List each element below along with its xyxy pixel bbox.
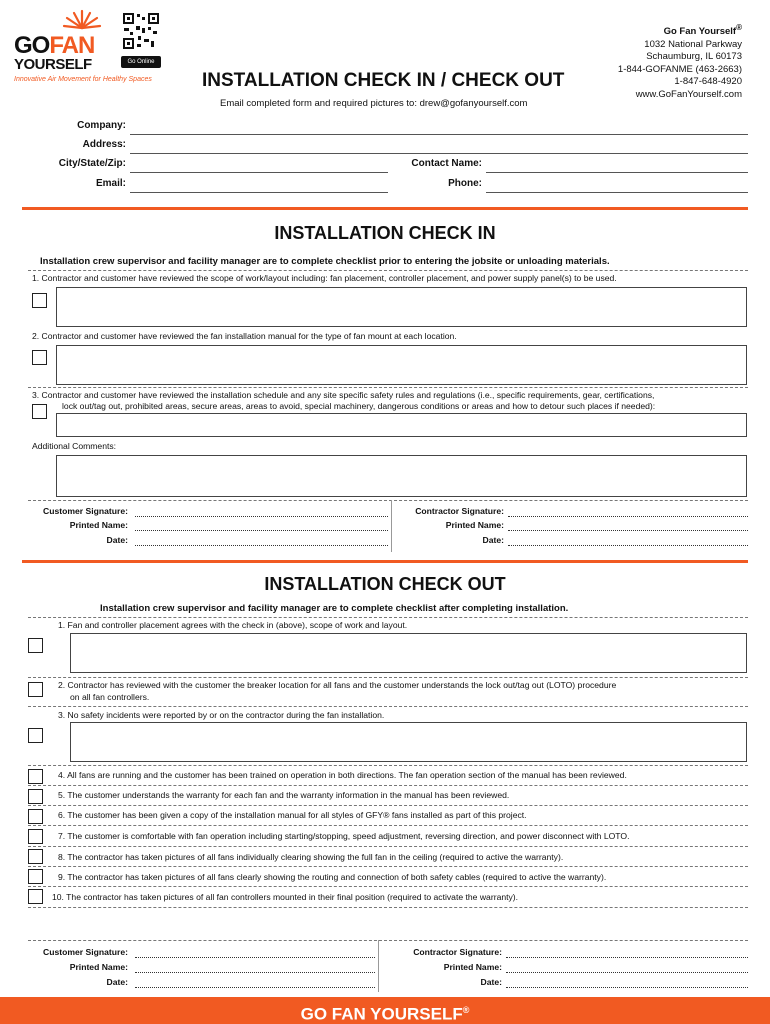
address-label: Address: [82,139,126,150]
check-out-title: INSTALLATION CHECK OUT [264,574,506,594]
divider [28,940,748,941]
check-in-customer-signature-input[interactable] [135,516,388,517]
check-in-item-1: 1. Contractor and customer have reviewed the scope of work/layout including: fan placement, controller placement, and power supply panel(s) to be used. [32,273,617,283]
footer-reg: ® [462,1005,470,1015]
check-out-item-2-checkbox[interactable] [28,682,43,697]
check-in-item-1-checkbox[interactable] [32,293,47,308]
check-out-item-7-checkbox[interactable] [28,829,43,844]
company-contact-block [618,22,742,101]
qr-code-icon [122,12,160,50]
check-in-item-1-response[interactable] [56,287,747,327]
qr-label: Go Online [121,56,161,68]
check-out-contractor-signature-input[interactable] [506,957,748,958]
check-in-item-2: 2. Contractor and customer have reviewed the fan installation manual for the type of fan mount at each location. [32,331,457,341]
check-out-customer-date-input[interactable] [135,987,375,988]
divider [28,500,748,501]
check-out-item-8-checkbox[interactable] [28,849,43,864]
check-in-customer-printed-name-input[interactable] [135,530,388,531]
check-in-item-3-response[interactable] [56,413,747,437]
check-out-item-4: 4. All fans are running and the customer has been trained on operation in both directions. The fan operation section of the manual has been reviewed. [58,770,627,780]
check-in-title: INSTALLATION CHECK IN [274,223,496,243]
signature-divider [391,500,392,552]
check-out-item-3-checkbox[interactable] [28,728,43,743]
check-out-contractor-printed-name-label: Printed Name: [443,962,502,972]
check-in-contractor-date-label: Date: [482,535,504,545]
logo-wordmark-line1: GOFAN [14,32,95,59]
check-out-item-1: 1. Fan and controller placement agrees with the check in (above), scope of work and layout. [58,620,408,630]
check-out-item-6-checkbox[interactable] [28,809,43,824]
company-label: Company: [77,120,126,131]
company-phone1: 1-844-GOFANME (463-2663) [617,63,742,75]
company-address-line1: 1032 National Parkway [644,38,742,50]
contact-name-label: Contact Name: [411,158,482,169]
check-out-customer-signature-input[interactable] [135,957,375,958]
additional-comments-input[interactable] [56,455,747,497]
logo-tagline: Innovative Air Movement for Healthy Spaces [14,76,152,83]
check-out-item-1-checkbox[interactable] [28,638,43,653]
check-in-customer-signature-label: Customer Signature: [43,506,128,516]
check-in-item-3-checkbox[interactable] [32,404,47,419]
check-in-contractor-date-input[interactable] [508,545,748,546]
check-out-item-10: 10. The contractor has taken pictures of all fan controllers mounted in their final position (required to activate the warranty). [52,892,519,902]
city-state-zip-label: City/State/Zip: [58,158,126,169]
company-phone2: 1-847-648-4920 [674,76,742,88]
logo-wordmark-line2: YOURSELF [14,56,92,73]
footer-banner [0,997,770,1024]
divider [28,907,748,908]
divider [28,765,748,766]
check-out-customer-printed-name-input[interactable] [135,972,375,973]
divider [28,677,748,678]
check-out-item-9-checkbox[interactable] [28,869,43,884]
divider [28,706,748,707]
company-website: www.GoFanYourself.com [635,88,742,100]
divider [28,825,748,826]
check-in-contractor-signature-label: Contractor Signature: [415,506,504,516]
check-out-item-9: 9. The contractor has taken pictures of all fans clearly showing the routing and connection of both safety cables (required to active the warranty). [58,872,607,882]
check-out-item-10-checkbox[interactable] [28,889,43,904]
city-state-zip-input[interactable] [130,172,388,173]
divider [28,785,748,786]
check-out-item-6: 6. The customer has been given a copy of the installation manual for all styles of GFY® fans installed as part of this project. [58,810,527,820]
divider [28,617,748,618]
footer-text: GO FAN YOURSELF [300,1004,463,1024]
email-label: Email: [95,178,126,189]
check-in-item-2-response[interactable] [56,345,747,385]
additional-comments-label: Additional Comments: [32,441,117,451]
check-out-item-3: 3. No safety incidents were reported by or on the contractor during the fan installation. [58,710,385,720]
check-out-item-2-line1: 2. Contractor has reviewed with the customer the breaker location for all fans and the customer understands the lock out/tag out (LOTO) procedure [58,680,617,690]
check-out-item-8: 8. The contractor has taken pictures of all fans individually clearing showing the full fan in the ceiling (required to active the warranty). [58,852,564,862]
check-out-item-5-checkbox[interactable] [28,789,43,804]
check-out-customer-date-label: Date: [106,977,128,987]
check-in-contractor-printed-name-input[interactable] [508,530,748,531]
check-out-item-2-line2: on all fan controllers. [70,692,150,702]
check-in-customer-printed-name-label: Printed Name: [69,520,128,530]
divider [28,866,748,867]
check-out-contractor-date-label: Date: [480,977,502,987]
divider [28,387,748,388]
phone-label: Phone: [448,178,482,189]
address-input[interactable] [130,153,748,154]
company-address-line2: Schaumburg, IL 60173 [646,51,742,63]
check-out-customer-printed-name-label: Printed Name: [69,962,128,972]
company-name: Go Fan Yourself® [663,23,742,38]
section-divider [22,207,748,210]
check-in-subtitle: Installation crew supervisor and facility manager are to complete checklist prior to entering the jobsite or unloading materials. [40,256,610,267]
divider [28,846,748,847]
check-in-item-2-checkbox[interactable] [32,350,47,365]
check-out-contractor-printed-name-input[interactable] [506,972,748,973]
email-input[interactable] [130,192,388,193]
check-in-customer-date-label: Date: [106,535,128,545]
check-out-item-4-checkbox[interactable] [28,769,43,784]
section-divider [22,560,748,563]
check-in-item-3-line1: 3. Contractor and customer have reviewed the installation schedule and any site specific safety rules and regulations (i.e., specific requirements, gear, certifications, [32,390,655,400]
check-out-item-7: 7. The customer is comfortable with fan operation including starting/stopping, speed adjustment, reversing direction, and power disconnect with LOTO. [58,831,630,841]
sunburst-icon [62,8,102,30]
check-out-contractor-date-input[interactable] [506,987,748,988]
check-out-contractor-signature-label: Contractor Signature: [413,947,502,957]
check-in-contractor-signature-input[interactable] [508,516,748,517]
phone-input[interactable] [486,192,748,193]
email-instruction: Email completed form and required pictures to: drew@gofanyourself.com [220,98,528,109]
check-out-customer-signature-label: Customer Signature: [43,947,128,957]
check-in-contractor-printed-name-label: Printed Name: [445,520,504,530]
signature-divider [378,940,379,992]
check-out-item-3-response[interactable] [70,722,747,762]
check-out-item-1-response[interactable] [70,633,747,673]
divider [28,886,748,887]
check-in-customer-date-input[interactable] [135,545,388,546]
check-in-item-3-line2: lock out/tag out, prohibited areas, secure areas, areas to avoid, special machinery, dangerous conditions or areas and how to detour such places if needed): [62,401,656,411]
check-out-subtitle: Installation crew supervisor and facility manager are to complete checklist after completing installation. [100,603,569,614]
divider [28,805,748,806]
contact-name-input[interactable] [486,172,748,173]
check-out-item-5: 5. The customer understands the warranty for each fan and the warranty information in the manual has been reviewed. [58,790,510,800]
company-input[interactable] [130,134,748,135]
divider [28,270,748,271]
page-title: INSTALLATION CHECK IN / CHECK OUT [202,70,565,91]
